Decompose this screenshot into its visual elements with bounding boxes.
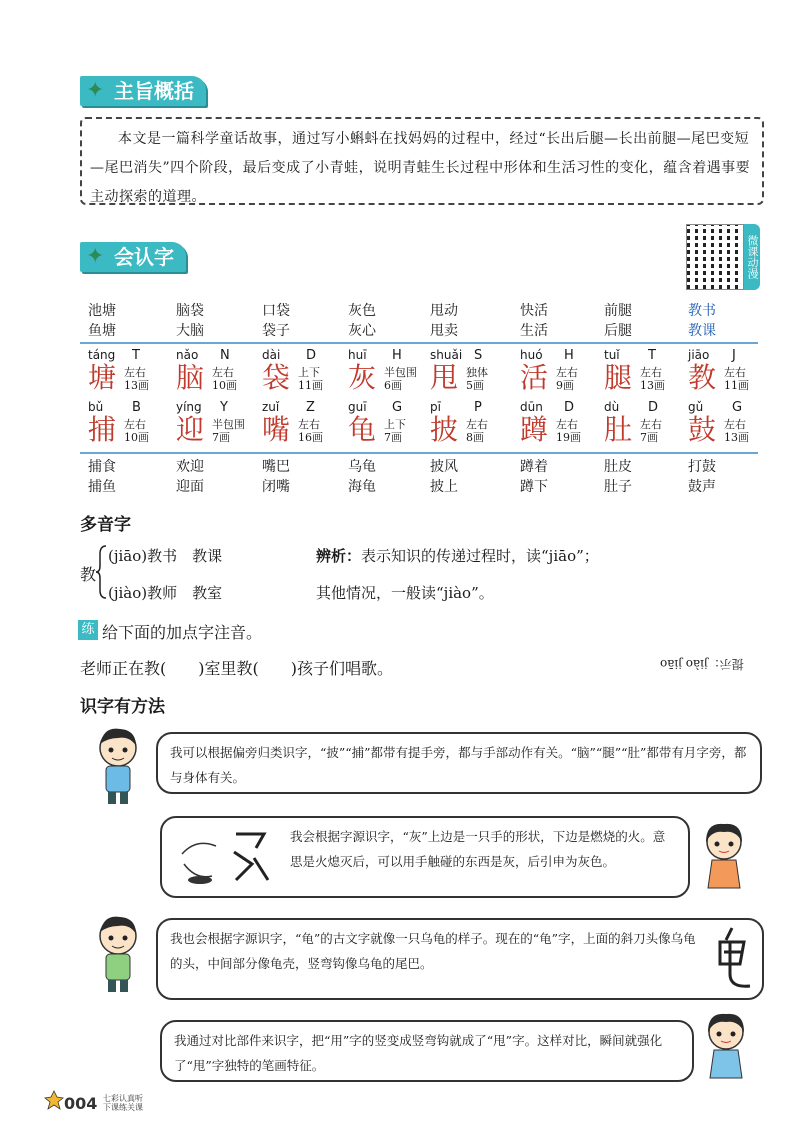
- vocab-word: 蹲着: [520, 459, 548, 475]
- polyphone-analysis-1: [316, 545, 599, 566]
- char-character: 教: [688, 361, 717, 394]
- char-cell: [80, 348, 160, 404]
- char-structure: 上下: [384, 418, 406, 431]
- vocab-word: 捕食: [88, 459, 116, 475]
- section-tag-recognize: [80, 242, 186, 272]
- vocab-word: 鼓声: [688, 479, 716, 495]
- char-pinyin: tuǐ: [604, 348, 620, 362]
- char-structure: 左右: [640, 418, 662, 431]
- bubble-radical: 我可以根据偏旁归类识字，“披”“捕”都带有提手旁，都与手部动作有关。“脑”“腿”“肚”都带有月字旁，都与身体有关。: [156, 732, 762, 794]
- char-structure: 左右: [466, 418, 488, 431]
- char-cell: [168, 348, 248, 404]
- char-stroke-count: 11画: [298, 379, 323, 392]
- char-initial-letter: Z: [306, 400, 315, 415]
- vocab-word: 灰色: [348, 303, 376, 319]
- polyphone-heading: 多音字: [80, 515, 131, 535]
- vocab-word: 捕鱼: [88, 479, 116, 495]
- star-icon: ✦: [86, 78, 105, 103]
- section-tag-summary-label: 主旨概括: [114, 79, 194, 103]
- practice-hint: 提示：jiào jiāo: [660, 657, 744, 671]
- char-stroke-count: 7画: [212, 431, 230, 444]
- char-pinyin: táng: [88, 348, 116, 362]
- gui-ancient-glyph-icon: [706, 924, 758, 994]
- vocab-word: 灰心: [348, 323, 376, 339]
- analysis-text-1: 表示知识的传递过程时，读“jiāo”；: [361, 547, 599, 565]
- vocab-word: 后腿: [604, 323, 632, 339]
- char-cell: [254, 400, 334, 456]
- vocab-word: 鱼塘: [88, 323, 116, 339]
- char-pinyin: dūn: [520, 400, 543, 414]
- char-initial-letter: B: [132, 400, 141, 415]
- char-cell: [680, 348, 760, 404]
- char-initial-letter: G: [732, 400, 743, 415]
- char-structure: 左右: [724, 418, 746, 431]
- practice-sentence[interactable]: 老师正在教( )室里教( )孩子们唱歌。: [80, 659, 393, 678]
- char-structure: 左右: [124, 418, 146, 431]
- vocab-word: 肚皮: [604, 459, 632, 475]
- footer-tag: [103, 1094, 143, 1112]
- char-pinyin: gǔ: [688, 400, 704, 414]
- char-initial-letter: H: [392, 348, 402, 363]
- divider-bottom: [80, 452, 758, 454]
- polyphone-line-2: (jiào)教师 教室: [108, 584, 223, 602]
- char-character: 活: [520, 361, 549, 394]
- char-character: 捕: [88, 413, 117, 446]
- vocab-word: 海龟: [348, 479, 376, 495]
- char-character: 腿: [604, 361, 633, 394]
- char-stroke-count: 10画: [212, 379, 237, 392]
- star-icon: ✦: [86, 244, 105, 269]
- vocab-word: 池塘: [88, 303, 116, 319]
- summary-box: [80, 117, 764, 205]
- polyphone-line-1: (jiāo)教书 教课: [108, 547, 223, 565]
- char-structure: 独体: [466, 366, 488, 379]
- vocab-word: 嘴巴: [262, 459, 290, 475]
- char-structure: 左右: [212, 366, 234, 379]
- char-initial-letter: G: [392, 400, 403, 415]
- char-character: 嘴: [262, 413, 291, 446]
- char-initial-letter: N: [220, 348, 230, 363]
- char-cell: [168, 400, 248, 456]
- vocab-word: 脑袋: [176, 303, 204, 319]
- footer-tag-1: 七彩认真听: [103, 1094, 143, 1103]
- char-pinyin: yíng: [176, 400, 202, 414]
- boy-avatar-2: [94, 914, 142, 994]
- polyphone-char: 教: [80, 565, 97, 584]
- char-character: 鼓: [688, 413, 717, 446]
- vocab-word: 教课: [688, 323, 716, 339]
- char-structure: 左右: [556, 418, 578, 431]
- polyphone-analysis-2: 其他情况，一般读“jiào”。: [316, 584, 494, 602]
- brace-icon: [96, 544, 108, 600]
- char-pinyin: zuǐ: [262, 400, 280, 414]
- vocab-word: 快活: [520, 303, 548, 319]
- char-pinyin: huó: [520, 348, 543, 362]
- vocab-word: 教书: [688, 303, 716, 319]
- char-structure: 左右: [556, 366, 578, 379]
- char-initial-letter: T: [648, 348, 656, 363]
- char-initial-letter: D: [306, 348, 317, 363]
- char-stroke-count: 7画: [384, 431, 402, 444]
- char-pinyin: bǔ: [88, 400, 104, 414]
- section-tag-recognize-label: 会认字: [114, 245, 174, 269]
- vocab-word: 欢迎: [176, 459, 204, 475]
- practice-icon: 练: [78, 620, 98, 640]
- vocab-word: 甩动: [430, 303, 458, 319]
- footer-tag-2: 下课练关课: [103, 1103, 143, 1112]
- char-pinyin: guī: [348, 400, 367, 414]
- char-stroke-count: 10画: [124, 431, 149, 444]
- girl-avatar: [700, 820, 748, 900]
- char-structure: 左右: [640, 366, 662, 379]
- practice-title: 给下面的加点字注音。: [102, 623, 263, 642]
- vocab-word: 蹲下: [520, 479, 548, 495]
- char-cell: [340, 400, 420, 456]
- vocab-word: 披上: [430, 479, 458, 495]
- char-character: 袋: [262, 361, 291, 394]
- char-character: 蹲: [520, 413, 549, 446]
- char-structure: 左右: [724, 366, 746, 379]
- vocab-word: 披风: [430, 459, 458, 475]
- vocab-word: 前腿: [604, 303, 632, 319]
- vocab-word: 肚子: [604, 479, 632, 495]
- char-cell: [512, 400, 592, 456]
- char-initial-letter: S: [474, 348, 483, 363]
- qr-code[interactable]: [686, 224, 744, 290]
- vocab-word: 口袋: [262, 303, 290, 319]
- char-character: 迎: [176, 413, 205, 446]
- char-structure: 半包围: [212, 418, 245, 431]
- char-character: 甩: [430, 361, 459, 394]
- char-pinyin: huī: [348, 348, 367, 362]
- char-character: 脑: [176, 361, 205, 394]
- method-heading: 识字有方法: [80, 697, 165, 717]
- char-stroke-count: 19画: [556, 431, 581, 444]
- char-pinyin: nǎo: [176, 348, 199, 362]
- char-stroke-count: 7画: [640, 431, 658, 444]
- vocab-word: 闭嘴: [262, 479, 290, 495]
- char-initial-letter: P: [474, 400, 482, 415]
- char-cell: [254, 348, 334, 404]
- char-character: 塘: [88, 361, 117, 394]
- bubble-compare: 我通过对比部件来识字，把“用”字的竖变成竖弯钩就成了“甩”字。这样对比，瞬间就强化了“甩”字独特的笔画特征。: [160, 1020, 694, 1082]
- char-stroke-count: 13画: [724, 431, 749, 444]
- char-initial-letter: Y: [220, 400, 228, 415]
- char-character: 灰: [348, 361, 377, 394]
- char-stroke-count: 6画: [384, 379, 402, 392]
- bubble-origin-gui: 我也会根据字源识字，“龟”的古文字就像一只乌龟的样子。现在的“龟”字，上面的斜刀头像乌龟的头，中间部分像龟壳，竖弯钩像乌龟的尾巴。: [156, 918, 764, 1000]
- footer-badge-icon: [44, 1090, 64, 1112]
- char-stroke-count: 13画: [124, 379, 149, 392]
- char-initial-letter: T: [132, 348, 140, 363]
- char-stroke-count: 11画: [724, 379, 749, 392]
- char-pinyin: pī: [430, 400, 441, 414]
- char-cell: [512, 348, 592, 404]
- char-stroke-count: 13画: [640, 379, 665, 392]
- char-stroke-count: 5画: [466, 379, 484, 392]
- char-cell: [340, 348, 420, 404]
- char-cell: [80, 400, 160, 456]
- char-stroke-count: 9画: [556, 379, 574, 392]
- vocab-word: 打鼓: [688, 459, 716, 475]
- char-character: 披: [430, 413, 459, 446]
- hui-ancient-glyph-icon: [176, 824, 276, 890]
- char-pinyin: dù: [604, 400, 620, 414]
- char-character: 肚: [604, 413, 633, 446]
- char-cell: [422, 348, 502, 404]
- boy-avatar: [94, 726, 142, 806]
- char-structure: 左右: [124, 366, 146, 379]
- char-initial-letter: H: [564, 348, 574, 363]
- summary-text: 本文是一篇科学童话故事，通过写小蝌蚪在找妈妈的过程中，经过“长出后腿—长出前腿—尾巴变短—尾巴消失”四个阶段，最后变成了小青蛙，说明青蛙生长过程中形体和生活习性的变化，蕴含着遇事要主动探索的道理。: [90, 131, 751, 205]
- char-cell: [596, 348, 676, 404]
- girl-avatar-2: [702, 1010, 750, 1090]
- char-structure: 半包围: [384, 366, 417, 379]
- vocab-word: 迎面: [176, 479, 204, 495]
- char-initial-letter: D: [564, 400, 575, 415]
- char-cell: [422, 400, 502, 456]
- char-structure: 左右: [298, 418, 320, 431]
- page-number: 004: [64, 1094, 98, 1113]
- char-pinyin: shuǎi: [430, 348, 463, 362]
- bubble-origin-hui: 我会根据字源识字，“灰”上边是一只手的形状，下边是燃烧的火。意思是火熄灭后，可以用手触碰的东西是灰，后引申为灰色。: [160, 816, 690, 898]
- char-initial-letter: J: [732, 348, 736, 363]
- vocab-word: 生活: [520, 323, 548, 339]
- vocab-word: 大脑: [176, 323, 204, 339]
- vocab-word: 乌龟: [348, 459, 376, 475]
- char-cell: [680, 400, 760, 456]
- vocab-word: 袋子: [262, 323, 290, 339]
- section-tag-summary: [80, 76, 206, 106]
- char-structure: 上下: [298, 366, 320, 379]
- char-stroke-count: 16画: [298, 431, 323, 444]
- char-character: 龟: [348, 413, 377, 446]
- analysis-label: 辨析：: [316, 547, 362, 565]
- char-cell: [596, 400, 676, 456]
- char-pinyin: jiāo: [688, 348, 710, 362]
- char-initial-letter: D: [648, 400, 659, 415]
- qr-label: 微课动漫: [744, 224, 760, 290]
- char-pinyin: dài: [262, 348, 281, 362]
- divider-top: [80, 342, 758, 344]
- char-stroke-count: 8画: [466, 431, 484, 444]
- vocab-word: 甩卖: [430, 323, 458, 339]
